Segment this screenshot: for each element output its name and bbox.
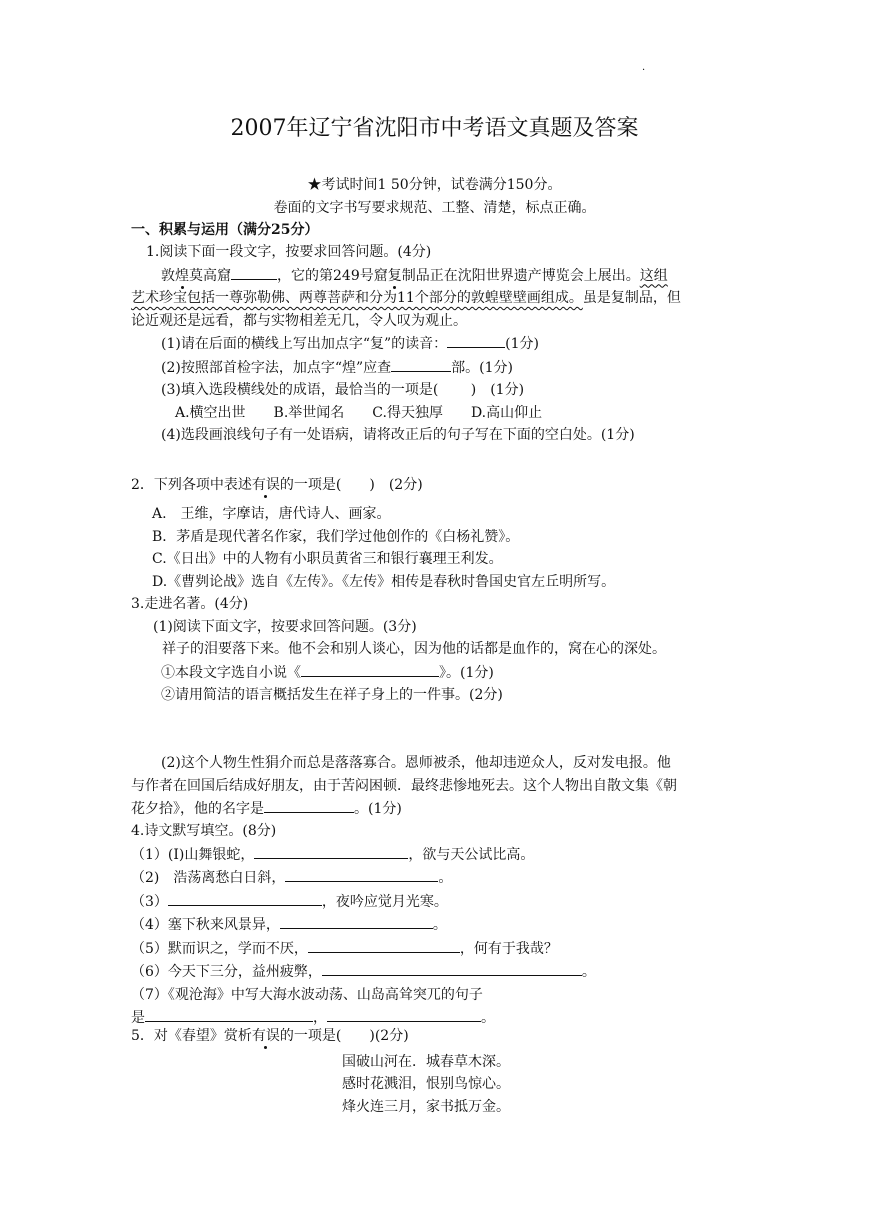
q4-text: （1）(I)山舞银蛇， <box>131 846 255 863</box>
dotted-char: 煌 <box>175 267 189 284</box>
wavy-sentence: 艺术珍宝包括一尊弥勒佛、两尊菩萨和分为11个部分的敦蝗壁壁画组成。 <box>131 290 583 306</box>
q3-item-1-text: ①本段文字选自小说《 <box>161 664 301 681</box>
q4-stem: 4.诗文默写填空。(8分) <box>131 823 277 839</box>
q3-sub-2-line-3 <box>0 797 869 821</box>
q3-sub-2-text: 花夕拾》，他的名字是 <box>131 801 264 817</box>
q3-excerpt: 祥子的泪要落下来。他不会和别人谈心，因为他的话都是血作的，窝在心的深处。 <box>162 641 666 657</box>
q4-text: （6）今天下三分，益州疲弊， <box>131 964 322 980</box>
blank-line <box>391 356 451 372</box>
q3-sub-2-score: 。(1分) <box>354 801 402 817</box>
dotted-char: 有误 <box>251 477 280 493</box>
q2-stem <box>0 474 869 497</box>
q4-line-6 <box>0 960 869 984</box>
q1-stem: 1.阅读下面一段文字，按要求回答问题。(4分) <box>146 244 432 260</box>
dotted-char: 有误 <box>251 1028 280 1044</box>
wavy-sentence: 这组 <box>639 267 668 284</box>
q4-text: （3） <box>131 893 168 910</box>
q4-text: ，何有于我哉？ <box>459 940 558 957</box>
q2-option-b: B．茅盾是现代著名作家，我们学过他创作的《白杨礼赞》。 <box>152 528 520 545</box>
q4-text: 。 <box>481 1010 495 1026</box>
q2-options <box>0 503 869 593</box>
blank-line <box>145 1006 313 1022</box>
intro-line-1: ★考试时间1 50分钟，试卷满分150分。 <box>307 177 562 193</box>
q3-sub-1: (1)阅读下面文字，按要求回答问题。(3分) <box>153 618 417 635</box>
q5-stem <box>0 1025 869 1048</box>
q4-text: ，欲与天公试比高。 <box>408 846 535 863</box>
question-3 <box>0 593 869 707</box>
question-4 <box>0 820 869 1030</box>
blank-line <box>447 332 505 348</box>
q4-text: （2) 浩荡离愁白日斜， <box>131 870 286 886</box>
q1-text: 莫高窟 <box>189 267 231 284</box>
poem-line-3: 烽火连三月，家书抵万金。 <box>342 1098 510 1115</box>
section-heading: 一、积累与运用（满分25分） <box>131 222 319 238</box>
q1-sub-2 <box>0 356 869 380</box>
q4-text: （4）塞下秋来风景异， <box>131 917 280 933</box>
section-1 <box>0 219 869 242</box>
blank-line <box>264 797 354 813</box>
question-2 <box>0 474 869 497</box>
dotted-char: 复 <box>387 267 402 284</box>
q3-item-2: ②请用简洁的语言概括发生在祥子身上的一件事。(2分) <box>161 687 503 703</box>
question-1 <box>0 241 869 447</box>
poem-line-2: 感时花溅泪，恨别鸟惊心。 <box>342 1076 510 1092</box>
blank-line <box>168 890 322 906</box>
blank-line <box>254 843 408 859</box>
blank-line <box>327 1006 481 1022</box>
q2-option-a: A. 王维，字摩诘，唐代诗人、画家。 <box>152 506 391 522</box>
q2-option-d: D.《曹刿论战》选自《左传》。《左传》相传是春秋时鲁国史官左丘明所写。 <box>152 573 616 590</box>
q4-text: ，夜吟应觉月光寒。 <box>321 893 448 910</box>
blank-line <box>322 960 582 976</box>
blank-line <box>308 937 460 953</box>
question-5 <box>0 1025 869 1118</box>
q3-sub-2-line-1: (2)这个人物生性狷介而总是落落寡合。恩师被杀，他却违逆众人，反对发电报。他 <box>161 755 671 771</box>
blank-line <box>231 264 277 280</box>
corner-mark: · <box>642 65 646 76</box>
q4-line-4 <box>0 913 869 937</box>
intro <box>0 174 869 219</box>
q1-text: 敦 <box>161 267 175 284</box>
q1-sub-1-score: (1分) <box>505 336 539 352</box>
q4-line-3 <box>0 890 869 914</box>
q1-passage-line-1 <box>0 264 869 288</box>
q1-sub-4: (4)选段画浪线句子有一处语病，请将改正后的句子写在下面的空白处。(1分) <box>161 427 635 443</box>
q3-stem: 3.走进名著。(4分) <box>131 596 249 612</box>
q5-stem-text: 的一项是( )(2分) <box>279 1028 409 1044</box>
q2-stem-text: 的一项是( ) (2分) <box>279 477 423 493</box>
poem-line-1: 国破山河在．城春草木深。 <box>342 1053 510 1070</box>
q1-text: 虽是复制品，但 <box>582 290 681 306</box>
page-title: 2007年辽宁省沈阳市中考语文真题及答案 <box>230 116 639 141</box>
blank-line <box>301 661 439 677</box>
q1-sub-1 <box>0 332 869 356</box>
q4-text: （5）默而识之，学而不厌， <box>131 940 308 957</box>
q1-sub-1-text: (1)请在后面的横线上写出加点字“复”的读音： <box>161 336 448 352</box>
q4-text: 。 <box>581 964 596 980</box>
q3-sub-2 <box>0 752 869 821</box>
q1-passage-line-3: 论近观还是远看，都与实物相差无几，令人叹为观止。 <box>131 312 467 329</box>
q4-text: 。 <box>438 870 453 886</box>
q4-text: 是 <box>131 1010 145 1026</box>
blank-line <box>285 866 438 882</box>
q2-stem-text: 2．下列各项中表述 <box>131 477 252 493</box>
q4-text: 。 <box>432 917 447 933</box>
q1-sub-3: (3)填入选段横线处的成语，最恰当的一项是( ) (1分) <box>161 382 525 398</box>
q3-sub-2-line-2: 与作者在回国后结成好朋友，由于苦闷困顿．最终悲惨地死去。这个人物出自散文集《朝 <box>131 777 677 794</box>
blank-line <box>280 913 433 929</box>
q5-stem-text: 5．对《春望》赏析 <box>131 1028 252 1044</box>
q4-line-7: （7）《观沧海》中写大海水波动荡、山岛高耸突兀的句子 <box>131 986 483 1003</box>
q1-text: ，它的第249号窟 <box>277 267 388 284</box>
q1-passage-line-2 <box>0 287 869 310</box>
intro-line-2: 卷面的文字书写要求规范、工整、清楚，标点正确。 <box>273 199 596 216</box>
q4-line-2 <box>0 866 869 890</box>
q1-sub-2-score: 部。(1分) <box>451 359 513 376</box>
q4-text: ， <box>313 1010 327 1026</box>
q3-item-1 <box>0 661 869 685</box>
q2-option-c: C.《日出》中的人物有小职员黄省三和银行襄理王利发。 <box>152 551 503 567</box>
q1-sub-3-options: A.横空出世 B.举世闻名 C.得天独厚 D.高山仰止 <box>175 404 543 421</box>
q4-line-5 <box>0 937 869 961</box>
q1-sub-2-text: (2)按照部首检字法，加点字“煌”应查 <box>161 359 392 376</box>
q4-line-1 <box>0 843 869 867</box>
q1-text: 制品正在沈阳世界遗产博览会上展出。 <box>401 267 640 284</box>
q3-item-1-score: 》。(1分) <box>439 664 494 681</box>
